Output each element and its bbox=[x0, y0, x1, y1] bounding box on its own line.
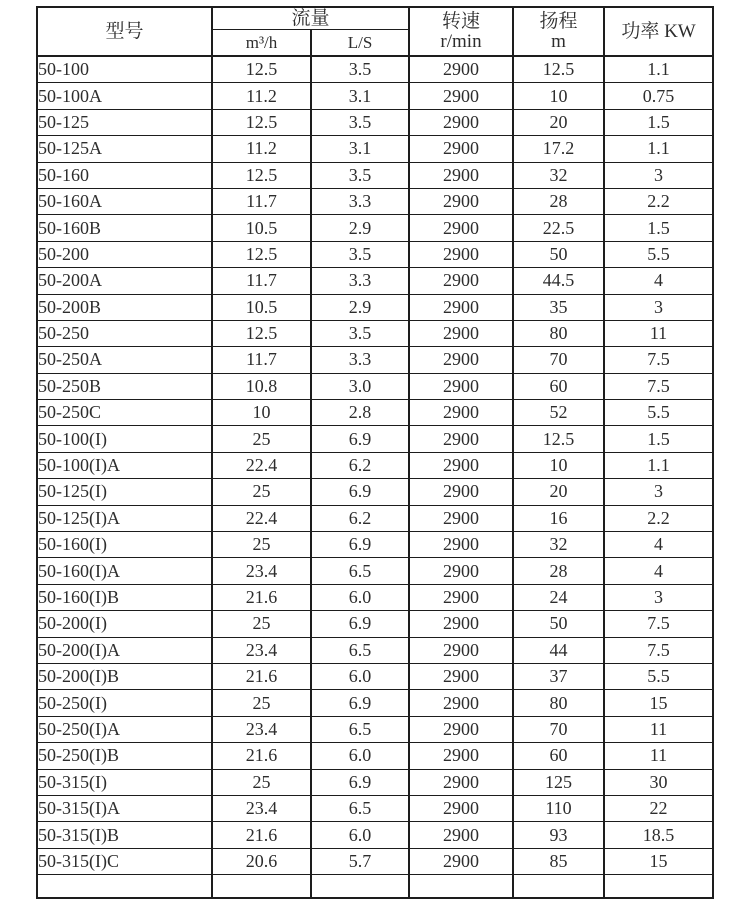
empty-cell bbox=[37, 875, 212, 899]
model-cell: 50-315(I)C bbox=[37, 848, 212, 874]
pump-spec-table bbox=[36, 6, 714, 899]
model-cell: 50-250A bbox=[37, 347, 212, 373]
model-cell: 50-100A bbox=[37, 83, 212, 109]
value-cell: 17.2 bbox=[513, 136, 604, 162]
empty-cell bbox=[513, 875, 604, 899]
value-cell: 22.4 bbox=[212, 505, 311, 531]
value-cell: 30 bbox=[604, 769, 713, 795]
value-cell: 7.5 bbox=[604, 611, 713, 637]
value-cell: 6.0 bbox=[311, 663, 409, 689]
value-cell: 2900 bbox=[409, 848, 513, 874]
value-cell: 23.4 bbox=[212, 558, 311, 584]
value-cell: 5.5 bbox=[604, 241, 713, 267]
value-cell: 3 bbox=[604, 294, 713, 320]
table-row bbox=[37, 347, 713, 373]
value-cell: 3.0 bbox=[311, 373, 409, 399]
table-row bbox=[37, 136, 713, 162]
value-cell: 22 bbox=[604, 795, 713, 821]
table-row bbox=[37, 822, 713, 848]
table-row bbox=[37, 795, 713, 821]
table-row bbox=[37, 268, 713, 294]
value-cell: 6.0 bbox=[311, 822, 409, 848]
value-cell: 3.5 bbox=[311, 320, 409, 346]
value-cell: 23.4 bbox=[212, 716, 311, 742]
value-cell: 2900 bbox=[409, 83, 513, 109]
value-cell: 3.5 bbox=[311, 241, 409, 267]
value-cell: 15 bbox=[604, 848, 713, 874]
value-cell: 6.9 bbox=[311, 611, 409, 637]
value-cell: 5.5 bbox=[604, 663, 713, 689]
value-cell: 11 bbox=[604, 320, 713, 346]
value-cell: 2900 bbox=[409, 479, 513, 505]
table-row bbox=[37, 611, 713, 637]
value-cell: 22.5 bbox=[513, 215, 604, 241]
value-cell: 2900 bbox=[409, 769, 513, 795]
table-body bbox=[37, 56, 713, 898]
value-cell: 20.6 bbox=[212, 848, 311, 874]
value-cell: 44.5 bbox=[513, 268, 604, 294]
table-row bbox=[37, 743, 713, 769]
model-cell: 50-160(I)B bbox=[37, 584, 212, 610]
table-row bbox=[37, 83, 713, 109]
value-cell: 2900 bbox=[409, 373, 513, 399]
value-cell: 2900 bbox=[409, 795, 513, 821]
header-speed-unit: r/min bbox=[440, 30, 482, 52]
value-cell: 70 bbox=[513, 716, 604, 742]
value-cell: 70 bbox=[513, 347, 604, 373]
value-cell: 10 bbox=[513, 83, 604, 109]
value-cell: 2900 bbox=[409, 558, 513, 584]
model-cell: 50-315(I)A bbox=[37, 795, 212, 821]
model-cell: 50-160 bbox=[37, 162, 212, 188]
value-cell: 52 bbox=[513, 400, 604, 426]
value-cell: 2900 bbox=[409, 716, 513, 742]
value-cell: 50 bbox=[513, 611, 604, 637]
model-cell: 50-200A bbox=[37, 268, 212, 294]
value-cell: 6.0 bbox=[311, 584, 409, 610]
value-cell: 125 bbox=[513, 769, 604, 795]
table-row bbox=[37, 56, 713, 83]
value-cell: 6.9 bbox=[311, 769, 409, 795]
value-cell: 2900 bbox=[409, 347, 513, 373]
value-cell: 3.3 bbox=[311, 347, 409, 373]
value-cell: 2900 bbox=[409, 611, 513, 637]
value-cell: 11.7 bbox=[212, 268, 311, 294]
value-cell: 15 bbox=[604, 690, 713, 716]
value-cell: 23.4 bbox=[212, 637, 311, 663]
value-cell: 6.0 bbox=[311, 743, 409, 769]
value-cell: 2900 bbox=[409, 215, 513, 241]
value-cell: 3.1 bbox=[311, 136, 409, 162]
value-cell: 24 bbox=[513, 584, 604, 610]
table-row bbox=[37, 848, 713, 874]
value-cell: 21.6 bbox=[212, 822, 311, 848]
header-model: 型号 bbox=[37, 7, 212, 56]
value-cell: 2900 bbox=[409, 56, 513, 83]
value-cell: 6.5 bbox=[311, 637, 409, 663]
model-cell: 50-250(I)B bbox=[37, 743, 212, 769]
value-cell: 10.8 bbox=[212, 373, 311, 399]
model-cell: 50-250B bbox=[37, 373, 212, 399]
table-row bbox=[37, 373, 713, 399]
value-cell: 5.7 bbox=[311, 848, 409, 874]
table-row bbox=[37, 558, 713, 584]
value-cell: 10 bbox=[513, 452, 604, 478]
value-cell: 7.5 bbox=[604, 347, 713, 373]
value-cell: 2900 bbox=[409, 241, 513, 267]
value-cell: 3.5 bbox=[311, 162, 409, 188]
value-cell: 3 bbox=[604, 479, 713, 505]
value-cell: 2900 bbox=[409, 663, 513, 689]
value-cell: 12.5 bbox=[513, 426, 604, 452]
value-cell: 23.4 bbox=[212, 795, 311, 821]
value-cell: 12.5 bbox=[212, 241, 311, 267]
value-cell: 11.2 bbox=[212, 83, 311, 109]
value-cell: 25 bbox=[212, 690, 311, 716]
value-cell: 80 bbox=[513, 320, 604, 346]
model-cell: 50-125(I) bbox=[37, 479, 212, 505]
table-row bbox=[37, 188, 713, 214]
value-cell: 28 bbox=[513, 558, 604, 584]
value-cell: 7.5 bbox=[604, 373, 713, 399]
value-cell: 2900 bbox=[409, 109, 513, 135]
value-cell: 18.5 bbox=[604, 822, 713, 848]
value-cell: 12.5 bbox=[212, 162, 311, 188]
model-cell: 50-160B bbox=[37, 215, 212, 241]
value-cell: 2900 bbox=[409, 162, 513, 188]
value-cell: 4 bbox=[604, 558, 713, 584]
value-cell: 2900 bbox=[409, 690, 513, 716]
value-cell: 11.7 bbox=[212, 347, 311, 373]
value-cell: 2900 bbox=[409, 532, 513, 558]
empty-cell bbox=[311, 875, 409, 899]
value-cell: 11.2 bbox=[212, 136, 311, 162]
model-cell: 50-250C bbox=[37, 400, 212, 426]
model-cell: 50-250(I)A bbox=[37, 716, 212, 742]
header-flow-group: 流量 bbox=[212, 7, 409, 30]
header-flow-m3h: m³/h bbox=[212, 30, 311, 57]
model-cell: 50-160A bbox=[37, 188, 212, 214]
empty-cell bbox=[409, 875, 513, 899]
table-row bbox=[37, 663, 713, 689]
value-cell: 2.2 bbox=[604, 188, 713, 214]
value-cell: 12.5 bbox=[513, 56, 604, 83]
header-head-unit: m bbox=[551, 30, 566, 52]
value-cell: 10.5 bbox=[212, 294, 311, 320]
value-cell: 6.5 bbox=[311, 795, 409, 821]
value-cell: 6.2 bbox=[311, 505, 409, 531]
value-cell: 3.5 bbox=[311, 109, 409, 135]
value-cell: 6.2 bbox=[311, 452, 409, 478]
value-cell: 60 bbox=[513, 373, 604, 399]
model-cell: 50-200(I)A bbox=[37, 637, 212, 663]
value-cell: 3 bbox=[604, 584, 713, 610]
value-cell: 6.9 bbox=[311, 479, 409, 505]
value-cell: 35 bbox=[513, 294, 604, 320]
model-cell: 50-160(I) bbox=[37, 532, 212, 558]
table-row bbox=[37, 294, 713, 320]
value-cell: 2.9 bbox=[311, 215, 409, 241]
table-row bbox=[37, 505, 713, 531]
table-row bbox=[37, 109, 713, 135]
header-flow-ls: L/S bbox=[311, 30, 409, 57]
value-cell: 110 bbox=[513, 795, 604, 821]
model-cell: 50-315(I) bbox=[37, 769, 212, 795]
value-cell: 1.1 bbox=[604, 452, 713, 478]
table-header bbox=[37, 7, 713, 56]
value-cell: 11 bbox=[604, 743, 713, 769]
value-cell: 3.1 bbox=[311, 83, 409, 109]
value-cell: 12.5 bbox=[212, 320, 311, 346]
model-cell: 50-250(I) bbox=[37, 690, 212, 716]
value-cell: 4 bbox=[604, 268, 713, 294]
table-row bbox=[37, 690, 713, 716]
value-cell: 2900 bbox=[409, 584, 513, 610]
value-cell: 2900 bbox=[409, 426, 513, 452]
value-cell: 2900 bbox=[409, 320, 513, 346]
value-cell: 93 bbox=[513, 822, 604, 848]
value-cell: 2900 bbox=[409, 188, 513, 214]
value-cell: 25 bbox=[212, 769, 311, 795]
value-cell: 12.5 bbox=[212, 56, 311, 83]
value-cell: 2900 bbox=[409, 294, 513, 320]
value-cell: 10.5 bbox=[212, 215, 311, 241]
value-cell: 6.9 bbox=[311, 426, 409, 452]
value-cell: 2900 bbox=[409, 505, 513, 531]
value-cell: 22.4 bbox=[212, 452, 311, 478]
value-cell: 3 bbox=[604, 162, 713, 188]
table-row bbox=[37, 532, 713, 558]
value-cell: 60 bbox=[513, 743, 604, 769]
table-row bbox=[37, 769, 713, 795]
value-cell: 1.1 bbox=[604, 136, 713, 162]
value-cell: 6.5 bbox=[311, 716, 409, 742]
value-cell: 12.5 bbox=[212, 109, 311, 135]
value-cell: 2900 bbox=[409, 822, 513, 848]
model-cell: 50-200(I) bbox=[37, 611, 212, 637]
value-cell: 3.3 bbox=[311, 188, 409, 214]
table-row bbox=[37, 584, 713, 610]
value-cell: 2900 bbox=[409, 637, 513, 663]
table-row bbox=[37, 452, 713, 478]
value-cell: 28 bbox=[513, 188, 604, 214]
value-cell: 25 bbox=[212, 611, 311, 637]
value-cell: 2900 bbox=[409, 743, 513, 769]
table-row bbox=[37, 479, 713, 505]
table-row bbox=[37, 716, 713, 742]
model-cell: 50-200 bbox=[37, 241, 212, 267]
header-speed-label: 转速 bbox=[442, 10, 481, 32]
value-cell: 11 bbox=[604, 716, 713, 742]
model-cell: 50-100 bbox=[37, 56, 212, 83]
value-cell: 44 bbox=[513, 637, 604, 663]
value-cell: 21.6 bbox=[212, 663, 311, 689]
value-cell: 21.6 bbox=[212, 743, 311, 769]
value-cell: 25 bbox=[212, 532, 311, 558]
value-cell: 1.1 bbox=[604, 56, 713, 83]
header-head-label: 扬程 bbox=[539, 10, 578, 32]
table-row bbox=[37, 426, 713, 452]
value-cell: 6.9 bbox=[311, 532, 409, 558]
value-cell: 7.5 bbox=[604, 637, 713, 663]
value-cell: 20 bbox=[513, 109, 604, 135]
model-cell: 50-250 bbox=[37, 320, 212, 346]
model-cell: 50-200B bbox=[37, 294, 212, 320]
table-row bbox=[37, 215, 713, 241]
value-cell: 32 bbox=[513, 532, 604, 558]
table-row bbox=[37, 320, 713, 346]
value-cell: 37 bbox=[513, 663, 604, 689]
value-cell: 32 bbox=[513, 162, 604, 188]
model-cell: 50-200(I)B bbox=[37, 663, 212, 689]
value-cell: 2900 bbox=[409, 136, 513, 162]
value-cell: 25 bbox=[212, 479, 311, 505]
header-power: 功率 KW bbox=[604, 7, 713, 56]
value-cell: 3.5 bbox=[311, 56, 409, 83]
value-cell: 6.5 bbox=[311, 558, 409, 584]
value-cell: 2900 bbox=[409, 400, 513, 426]
model-cell: 50-125A bbox=[37, 136, 212, 162]
value-cell: 21.6 bbox=[212, 584, 311, 610]
table-row bbox=[37, 637, 713, 663]
value-cell: 25 bbox=[212, 426, 311, 452]
table-row bbox=[37, 241, 713, 267]
model-cell: 50-100(I) bbox=[37, 426, 212, 452]
value-cell: 85 bbox=[513, 848, 604, 874]
value-cell: 3.3 bbox=[311, 268, 409, 294]
value-cell: 16 bbox=[513, 505, 604, 531]
value-cell: 6.9 bbox=[311, 690, 409, 716]
value-cell: 2.8 bbox=[311, 400, 409, 426]
model-cell: 50-160(I)A bbox=[37, 558, 212, 584]
value-cell: 5.5 bbox=[604, 400, 713, 426]
value-cell: 10 bbox=[212, 400, 311, 426]
model-cell: 50-125 bbox=[37, 109, 212, 135]
value-cell: 4 bbox=[604, 532, 713, 558]
empty-cell bbox=[212, 875, 311, 899]
value-cell: 11.7 bbox=[212, 188, 311, 214]
cut-off-row bbox=[37, 875, 713, 899]
value-cell: 0.75 bbox=[604, 83, 713, 109]
value-cell: 80 bbox=[513, 690, 604, 716]
value-cell: 50 bbox=[513, 241, 604, 267]
model-cell: 50-100(I)A bbox=[37, 452, 212, 478]
model-cell: 50-315(I)B bbox=[37, 822, 212, 848]
value-cell: 1.5 bbox=[604, 109, 713, 135]
value-cell: 20 bbox=[513, 479, 604, 505]
value-cell: 2900 bbox=[409, 268, 513, 294]
model-cell: 50-125(I)A bbox=[37, 505, 212, 531]
value-cell: 1.5 bbox=[604, 215, 713, 241]
value-cell: 2.9 bbox=[311, 294, 409, 320]
table-row bbox=[37, 162, 713, 188]
empty-cell bbox=[604, 875, 713, 899]
value-cell: 2900 bbox=[409, 452, 513, 478]
value-cell: 2.2 bbox=[604, 505, 713, 531]
header-speed bbox=[409, 7, 513, 56]
value-cell: 1.5 bbox=[604, 426, 713, 452]
table-row bbox=[37, 400, 713, 426]
header-head bbox=[513, 7, 604, 56]
